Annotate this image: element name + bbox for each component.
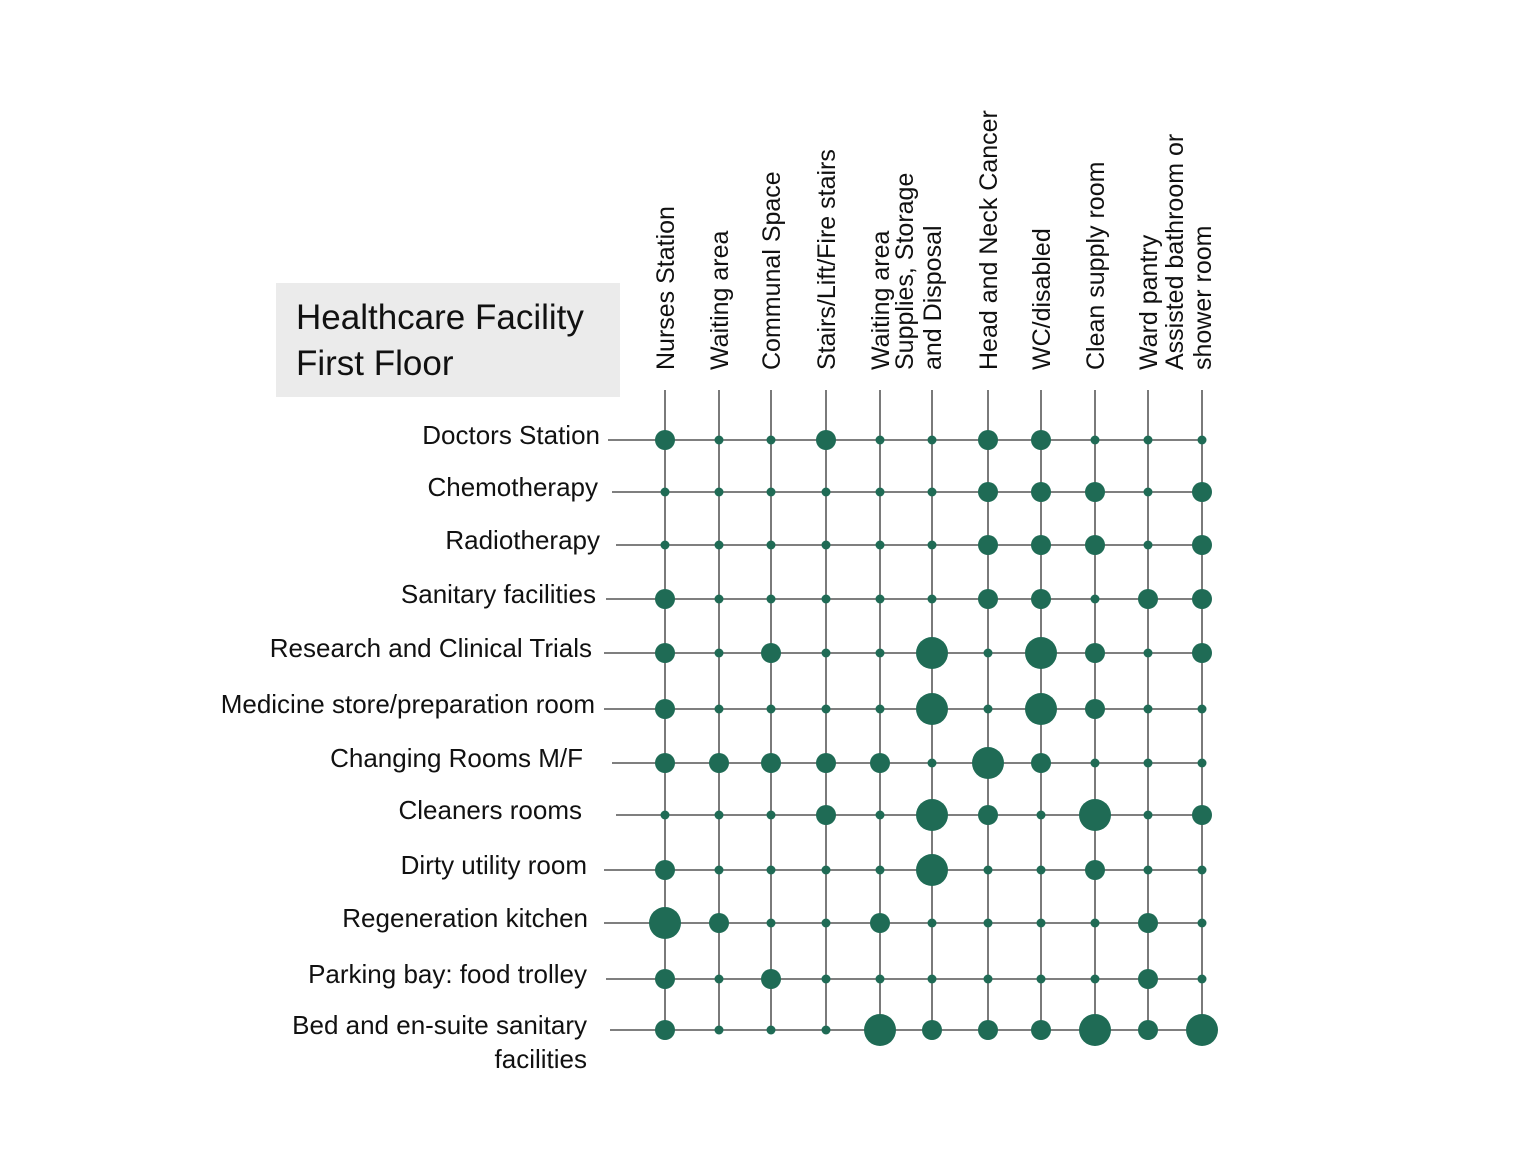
bubble [715,975,724,984]
bubble [928,595,937,604]
bubble [1091,595,1100,604]
bubble [978,1020,998,1040]
bubble [715,595,724,604]
bubble [822,488,831,497]
bubble [1025,637,1057,669]
bubble [816,753,836,773]
bubble [1138,969,1158,989]
row-label: Radiotherapy [445,525,600,555]
bubble [1037,975,1046,984]
bubble [1037,811,1046,820]
bubble [655,753,675,773]
bubble [761,643,781,663]
bubble [876,595,885,604]
bubble [767,705,776,714]
bubble [984,919,993,928]
bubble [928,975,937,984]
bubble [916,637,948,669]
bubble [1144,866,1153,875]
column-label: Communal Space [758,171,786,370]
bubble [916,693,948,725]
bubble [1198,866,1207,875]
row-label: Medicine store/preparation room [220,689,595,719]
bubble [928,488,937,497]
bubble [916,799,948,831]
bubble [715,1026,724,1035]
bubble [655,969,675,989]
column-labels [652,110,1217,370]
bubble [1192,535,1212,555]
bubble [864,1014,896,1046]
column-label: Waiting area [867,230,895,370]
bubble [1031,535,1051,555]
bubble [661,488,670,497]
bubble [715,649,724,658]
bubble [1138,589,1158,609]
column-label: and Disposal [919,225,947,370]
bubble [655,430,675,450]
bubble [1144,488,1153,497]
bubble [916,854,948,886]
bubble [1031,753,1051,773]
bubble [1144,541,1153,550]
bubble [767,541,776,550]
row-label: Dirty utility room [400,850,587,880]
bubble [1031,482,1051,502]
bubble [1085,482,1105,502]
bubble [876,705,885,714]
bubble [922,1020,942,1040]
bubble [1192,643,1212,663]
bubble [655,860,675,880]
bubble [1144,649,1153,658]
bubble [978,589,998,609]
bubble [876,541,885,550]
bubble [972,747,1004,779]
bubble [1198,436,1207,445]
bubble [715,866,724,875]
bubble [984,649,993,658]
bubble [1144,759,1153,768]
bubble [715,541,724,550]
bubble [1079,799,1111,831]
bubble [655,1020,675,1040]
bubble [816,430,836,450]
column-label: Clean supply room [1082,161,1110,370]
title-line-1: Healthcare Facility [296,298,584,337]
bubble [1144,811,1153,820]
bubble [978,482,998,502]
bubble [876,649,885,658]
bubble [649,907,681,939]
bubble [928,759,937,768]
bubble [767,1026,776,1035]
bubble [1198,919,1207,928]
row-label: facilities [494,1044,587,1074]
bubble [1198,975,1207,984]
bubble [1031,589,1051,609]
column-label: shower room [1189,225,1217,370]
bubble [1192,805,1212,825]
bubble [978,535,998,555]
bubble [822,866,831,875]
bubble [1192,589,1212,609]
bubble [1091,975,1100,984]
bubble [1031,1020,1051,1040]
bubble [1192,482,1212,502]
bubble [661,811,670,820]
bubble [870,753,890,773]
column-label: Nurses Station [652,206,680,370]
bubble [1031,430,1051,450]
bubble [655,589,675,609]
bubble [1198,759,1207,768]
grid-lines [604,390,1206,1030]
row-label: Research and Clinical Trials [269,633,592,663]
bubble [822,541,831,550]
row-label: Cleaners rooms [398,795,582,825]
bubble [928,919,937,928]
bubble [870,913,890,933]
bubble [978,430,998,450]
bubble [816,805,836,825]
bubble [715,811,724,820]
bubble [761,753,781,773]
bubble [1085,643,1105,663]
bubble [928,436,937,445]
bubble [1144,705,1153,714]
bubble [1138,913,1158,933]
bubble [1037,866,1046,875]
bubble [715,436,724,445]
bubble [767,919,776,928]
bubble [767,488,776,497]
row-label: Bed and en-suite sanitary [292,1010,587,1040]
bubble [876,436,885,445]
row-label: Changing Rooms M/F [330,743,583,773]
bubble [1138,1020,1158,1040]
bubble [1091,759,1100,768]
title-line-2: First Floor [296,344,454,383]
bubble [761,969,781,989]
row-label: Doctors Station [422,420,600,450]
bubble [1091,919,1100,928]
row-label: Sanitary facilities [400,579,596,609]
bubble [928,541,937,550]
row-label: Regeneration kitchen [342,903,588,933]
bubble [1186,1014,1218,1046]
bubble [822,649,831,658]
bubble [1144,436,1153,445]
column-label: WC/disabled [1028,228,1056,370]
bubble [876,866,885,875]
bubble [876,488,885,497]
bubble [655,699,675,719]
column-label: Ward pantry [1135,234,1163,370]
column-label: Assisted bathroom or [1161,133,1189,370]
bubble [984,866,993,875]
column-label: Waiting area [706,230,734,370]
bubble [767,595,776,604]
bubble [984,975,993,984]
bubble [978,805,998,825]
bubble [1198,705,1207,714]
row-label: Parking bay: food trolley [308,959,587,989]
bubble [715,488,724,497]
bubble [1085,860,1105,880]
bubble [876,975,885,984]
bubble [767,811,776,820]
bubble [1091,436,1100,445]
bubble [822,975,831,984]
bubble [709,913,729,933]
bubble [876,811,885,820]
bubble [1079,1014,1111,1046]
bubble [984,705,993,714]
bubble [709,753,729,773]
bubble [822,595,831,604]
bubble [655,643,675,663]
bubble [1085,535,1105,555]
row-labels [221,420,600,1074]
bubble [822,919,831,928]
bubble [715,705,724,714]
column-label: Head and Neck Cancer [975,110,1003,370]
column-label: Stairs/Lift/Fire stairs [813,149,841,370]
row-label: Chemotherapy [427,472,598,502]
bubble [1025,693,1057,725]
bubble [822,705,831,714]
bubble [822,1026,831,1035]
bubble [1037,919,1046,928]
column-label: Supplies, Storage [891,172,919,370]
bubble [1085,699,1105,719]
bubble [661,541,670,550]
bubble [767,436,776,445]
bubble [767,866,776,875]
bubbles [649,430,1218,1046]
